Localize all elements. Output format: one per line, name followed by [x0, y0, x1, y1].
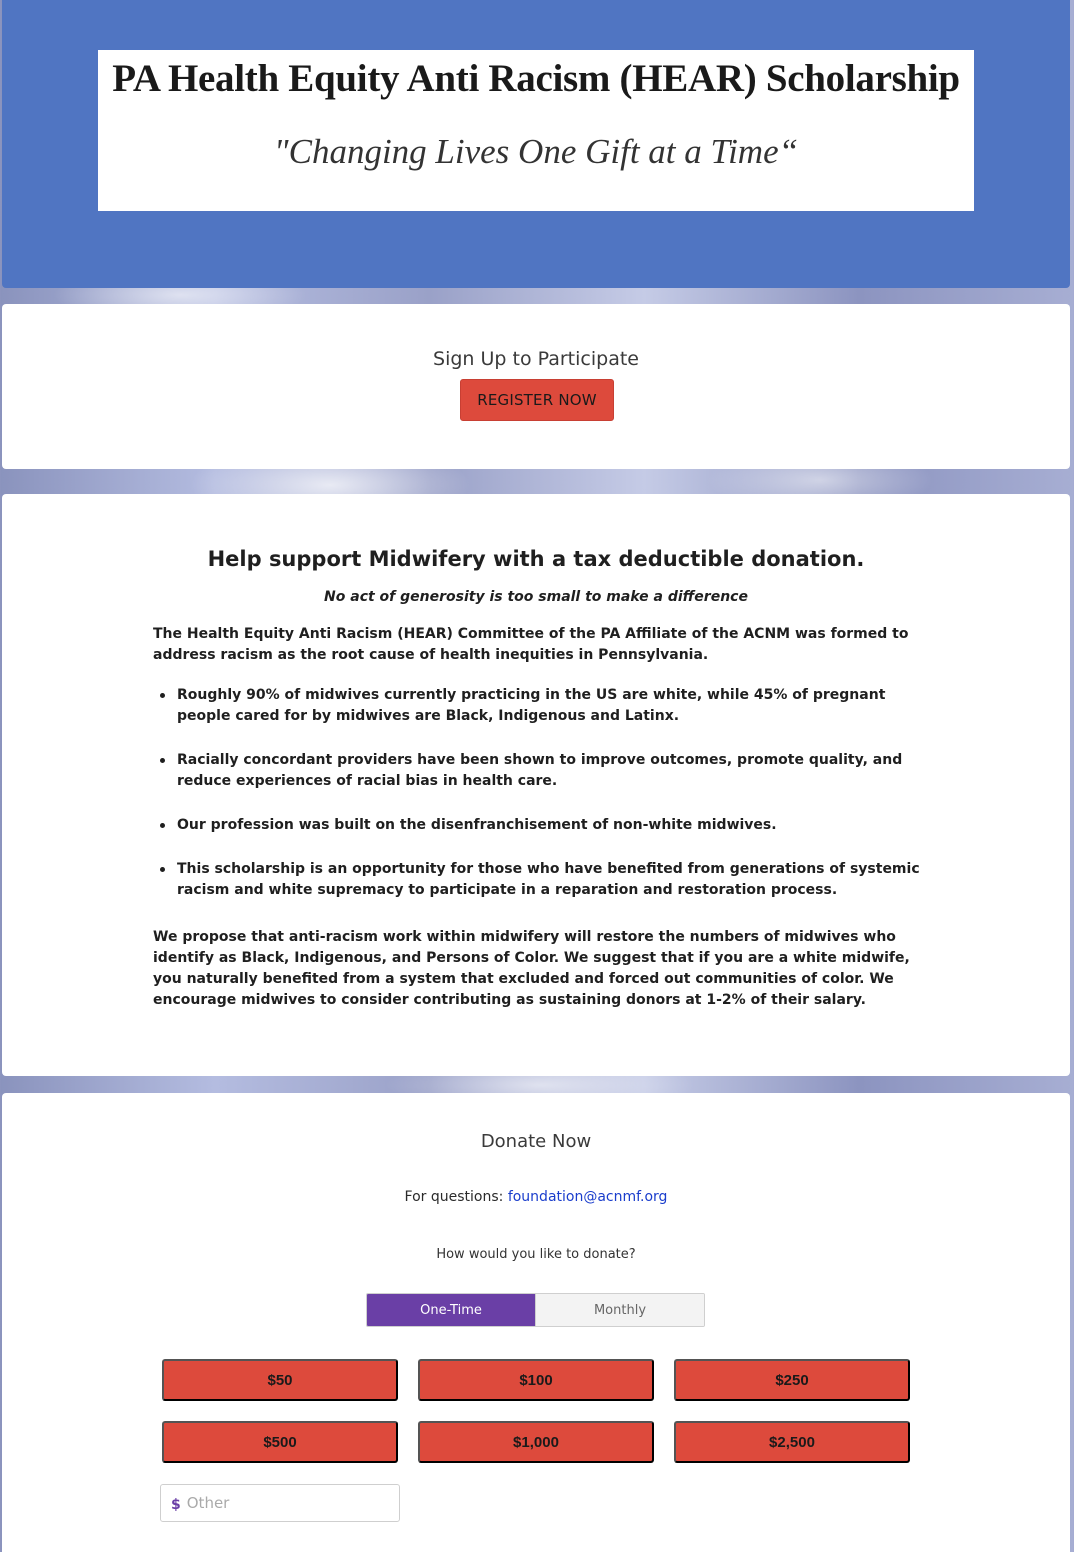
list-item: Roughly 90% of midwives currently practicing in the US are white, while 45% of pregnant people cared for by midwives are Black, Indigenous and Latinx.	[177, 685, 929, 727]
info-title: Help support Midwifery with a tax deductible donation.	[207, 547, 865, 571]
list-item: Racially concordant providers have been shown to improve outcomes, promote quality, and reduce experiences of racial bias in health care.	[177, 750, 929, 792]
donate-title: Donate Now	[480, 1131, 592, 1152]
frequency-toggle	[366, 1293, 705, 1327]
signup-card	[2, 304, 1070, 469]
signup-title: Sign Up to Participate	[433, 348, 639, 370]
amount-50-button[interactable]: $50	[162, 1359, 398, 1401]
scholarship-banner	[98, 50, 974, 211]
header-band	[2, 0, 1070, 288]
other-amount-field[interactable]	[160, 1484, 400, 1522]
info-bullet-list	[177, 685, 929, 924]
banner-subtitle: "Changing Lives One Gift at a Time“	[273, 132, 799, 171]
info-intro: The Health Equity Anti Racism (HEAR) Committee of the PA Affiliate of the ACNM was formed to address racism as the root cause of health inequities in Pennsylvania.	[153, 626, 909, 663]
register-now-button[interactable]: REGISTER NOW	[460, 379, 614, 421]
other-amount-input[interactable]	[187, 1494, 377, 1512]
questions-prefix: For questions:	[404, 1189, 508, 1205]
banner-title: PA Health Equity Anti Racism (HEAR) Scholarship	[112, 57, 960, 100]
amount-250-button[interactable]: $250	[674, 1359, 910, 1401]
info-tagline: No act of generosity is too small to make a difference	[324, 589, 748, 605]
donate-frequency-prompt: How would you like to donate?	[436, 1247, 636, 1262]
donate-card	[2, 1093, 1070, 1552]
list-item: This scholarship is an opportunity for those who have benefited from generations of systemic racism and white supremacy to participate in a reparation and restoration process.	[177, 859, 929, 901]
one-time-option[interactable]: One-Time	[367, 1294, 535, 1326]
amount-1000-button[interactable]: $1,000	[418, 1421, 654, 1463]
info-card	[2, 494, 1070, 1076]
info-closing: We propose that anti-racism work within midwifery will restore the numbers of midwives who identify as Black, Indigenous, and Persons of Color. We suggest that if you are a white midwife, you naturally benefited from a system that excluded and forced out communities of color. We encourage midwives to consider contributing as sustaining donors at 1-2% of their salary.	[153, 929, 910, 1008]
amount-500-button[interactable]: $500	[162, 1421, 398, 1463]
list-item: Our profession was built on the disenfranchisement of non-white midwives.	[177, 815, 929, 836]
questions-email-link[interactable]: foundation@acnmf.org	[507, 1189, 668, 1205]
amount-2500-button[interactable]: $2,500	[674, 1421, 910, 1463]
monthly-option[interactable]: Monthly	[535, 1294, 704, 1326]
questions-line	[2, 1189, 1070, 1205]
dollar-icon: $	[171, 1497, 181, 1513]
amount-100-button[interactable]: $100	[418, 1359, 654, 1401]
